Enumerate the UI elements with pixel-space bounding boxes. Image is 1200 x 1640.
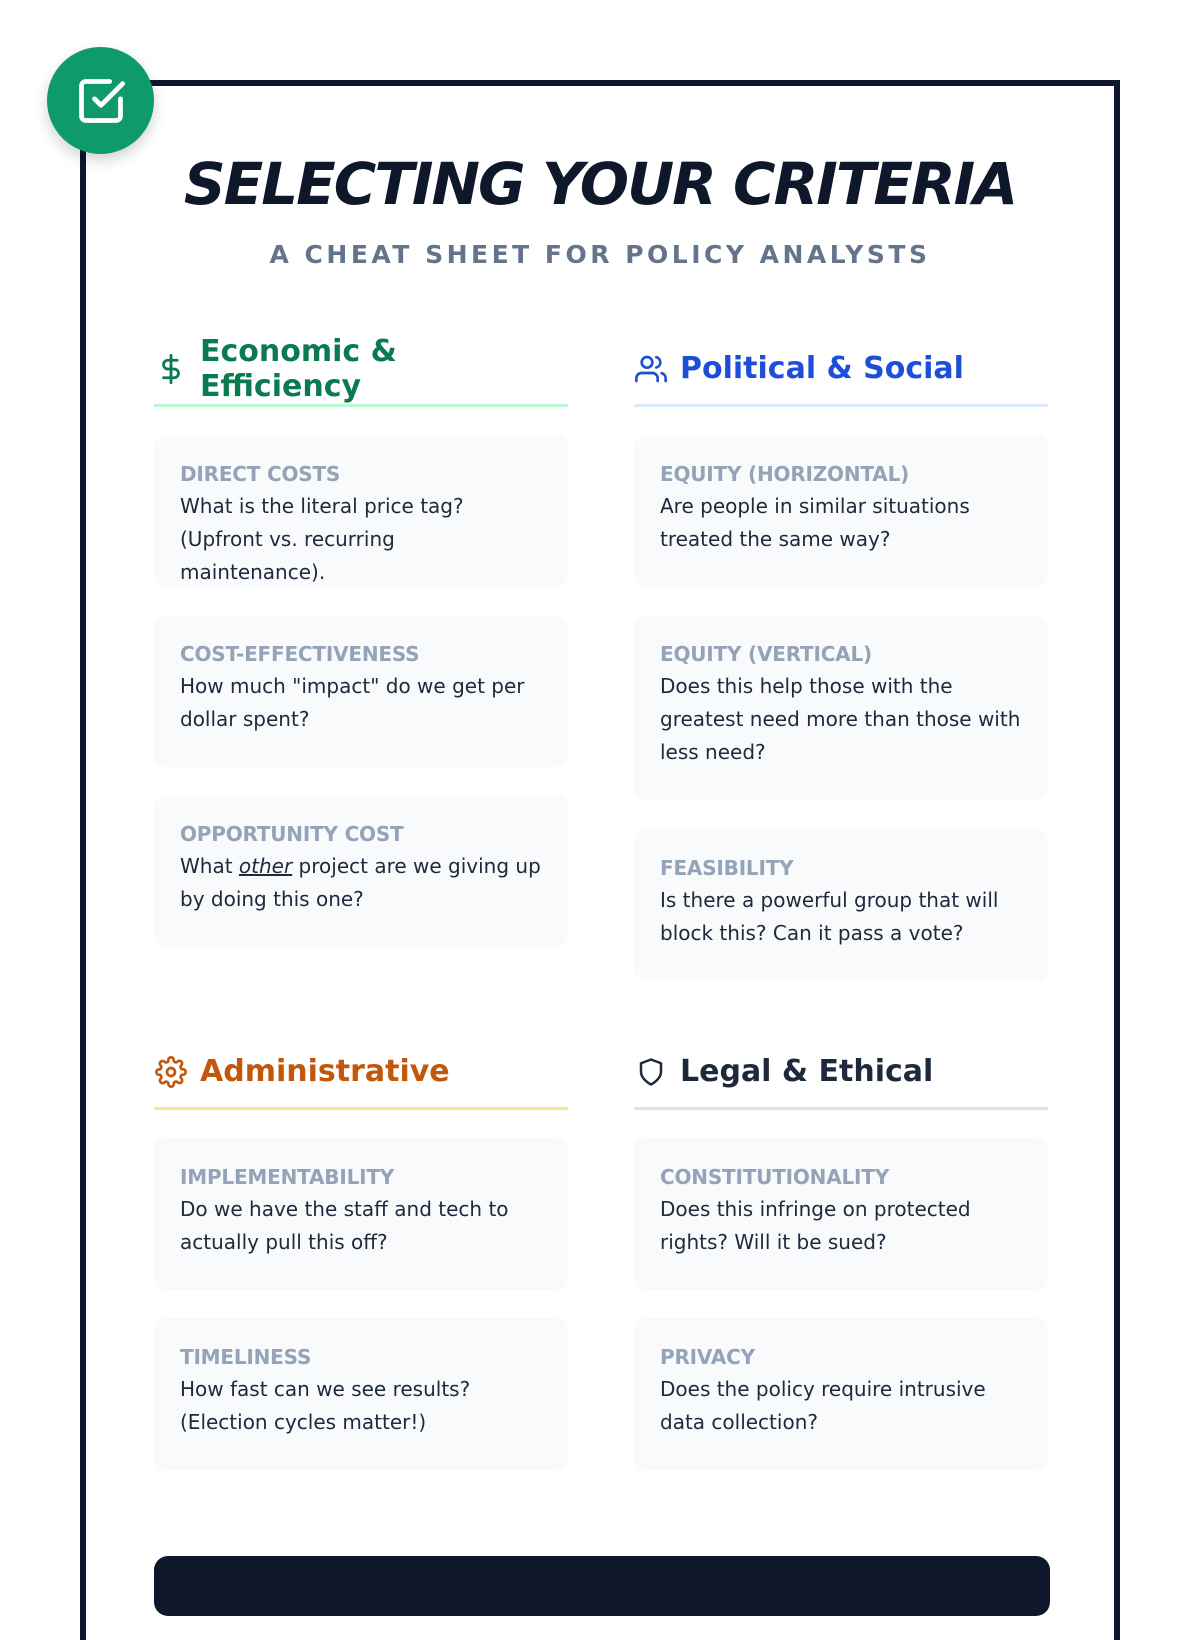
section-header-political: [634, 337, 1048, 407]
shield-icon: [634, 1055, 668, 1089]
section-legal: [634, 1040, 1048, 1470]
criteria-key: OPPORTUNITY COST: [180, 822, 404, 846]
criteria-card-feasibility: [634, 829, 1048, 981]
criteria-key: DIRECT COSTS: [180, 462, 341, 486]
dollar-icon: [154, 352, 188, 386]
section-header-legal: [634, 1040, 1048, 1110]
criteria-desc: What other project are we giving up by doing this one?: [180, 854, 541, 911]
section-title-political: Political & Social: [680, 351, 964, 386]
section-economic: [154, 333, 568, 947]
section-title-economic: Economic & Efficiency: [199, 333, 397, 404]
criteria-key: TIMELINESS: [180, 1345, 312, 1369]
criteria-card-equity-horizontal: [634, 435, 1048, 587]
checkbox-badge: [47, 47, 154, 154]
criteria-card-cost-effectiveness: [154, 615, 568, 767]
emphasis-text: other: [238, 854, 293, 878]
criteria-desc: How fast can we see results? (Election cycles matter!): [180, 1377, 471, 1434]
criteria-desc: Does this help those with the greatest need more than those with less need?: [660, 674, 1021, 764]
criteria-key: FEASIBILITY: [660, 856, 794, 880]
criteria-card-direct-costs: [154, 435, 568, 587]
page-subtitle: A CHEAT SHEET FOR POLICY ANALYSTS: [269, 240, 931, 269]
section-header-economic: [154, 333, 568, 407]
criteria-desc: Is there a powerful group that will block this? Can it pass a vote?: [660, 888, 999, 945]
criteria-key: CONSTITUTIONALITY: [660, 1165, 890, 1189]
criteria-card-opportunity-cost: [154, 795, 568, 947]
criteria-desc: What is the literal price tag? (Upfront vs. recurring maintenance).: [180, 494, 464, 584]
section-political: [634, 337, 1048, 981]
criteria-key: EQUITY (VERTICAL): [660, 642, 872, 666]
footer-bar: [154, 1556, 1050, 1616]
section-administrative: [154, 1040, 568, 1470]
section-header-administrative: [154, 1040, 568, 1110]
criteria-key: EQUITY (HORIZONTAL): [660, 462, 910, 486]
criteria-desc: Are people in similar situations treated the same way?: [660, 494, 970, 551]
criteria-card-implementability: [154, 1138, 568, 1290]
criteria-key: IMPLEMENTABILITY: [180, 1165, 395, 1189]
gear-icon: [154, 1055, 188, 1089]
criteria-desc: Does this infringe on protected rights? Will it be sued?: [660, 1197, 971, 1254]
section-title-administrative: Administrative: [200, 1054, 450, 1089]
criteria-card-timeliness: [154, 1318, 568, 1470]
criteria-desc: Does the policy require intrusive data collection?: [660, 1377, 986, 1434]
checkbox-icon: [75, 75, 127, 127]
criteria-card-privacy: [634, 1318, 1048, 1470]
section-title-legal: Legal & Ethical: [680, 1054, 934, 1089]
criteria-desc: Do we have the staff and tech to actually pull this off?: [180, 1197, 509, 1254]
criteria-key: PRIVACY: [660, 1345, 755, 1369]
criteria-card-constitutionality: [634, 1138, 1048, 1290]
users-icon: [634, 352, 668, 386]
criteria-card-equity-vertical: [634, 615, 1048, 801]
criteria-desc: How much "impact" do we get per dollar spent?: [180, 674, 525, 731]
criteria-key: COST-EFFECTIVENESS: [180, 642, 420, 666]
page-title: SELECTING YOUR CRITERIA: [183, 150, 1017, 218]
